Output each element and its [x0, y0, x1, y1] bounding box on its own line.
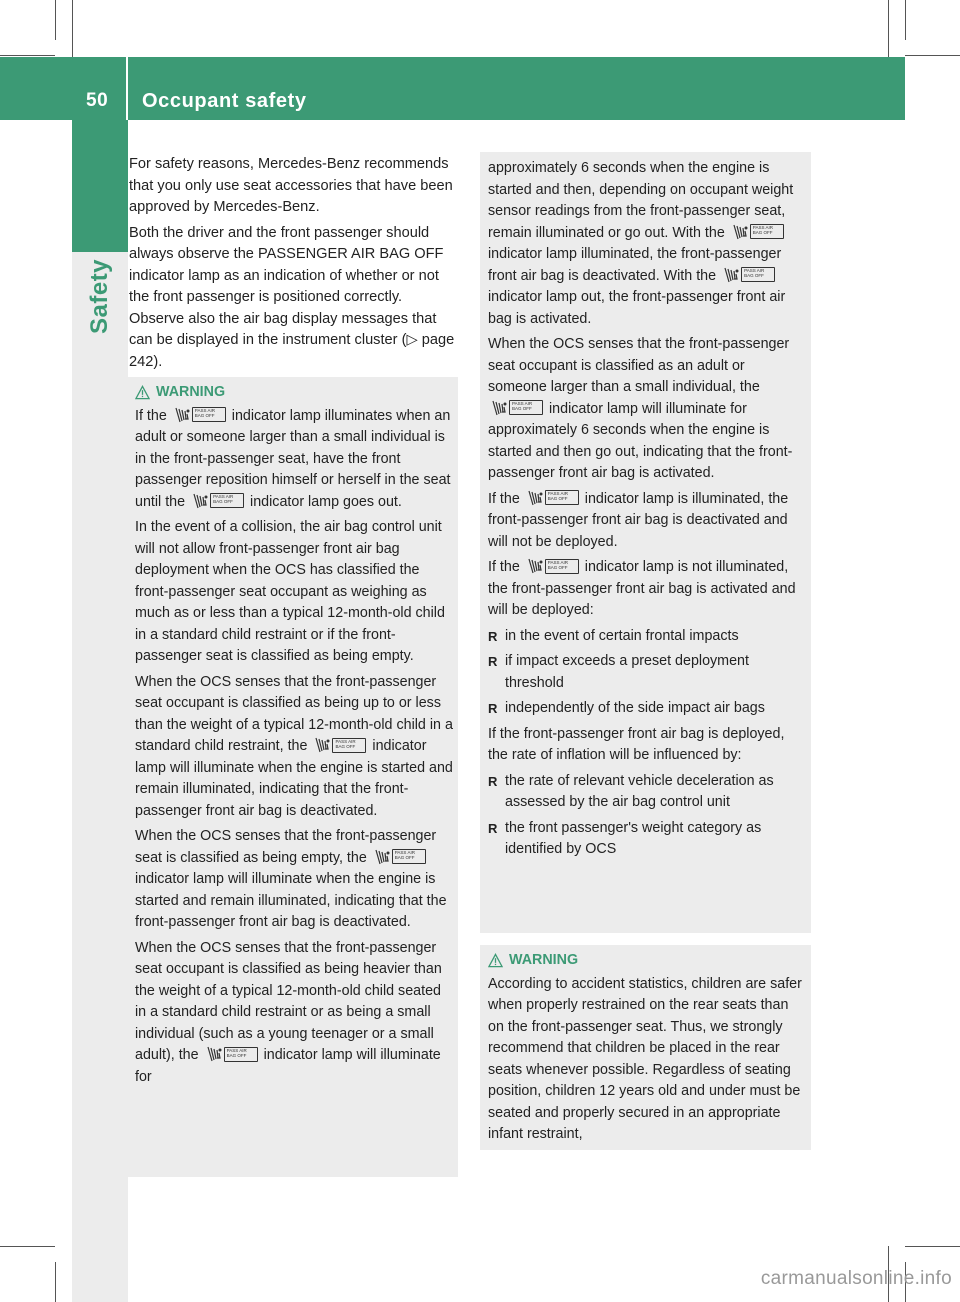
bullet-list — [488, 771, 806, 861]
warning-triangle-icon — [488, 953, 503, 968]
passenger-airbag-off-lamp-icon: PASS AIR BAG OFF — [490, 400, 543, 416]
passenger-airbag-off-lamp-icon: PASS AIR BAG OFF — [731, 224, 784, 240]
watermark: carmanualsonline.info — [760, 1268, 952, 1289]
paragraph: In the event of a collision, the air bag control unit will not allow front-passenger front air bag deployment when the OCS has classified the front-passenger seat occupant as weighing as much as or less than a typical 12-month-old child in a standard child restraint or if the front-passenger seat is classified as being empty. — [135, 519, 445, 664]
passenger-airbag-off-lamp-icon: PASS AIR BAG OFF — [526, 558, 579, 574]
header-divider — [126, 57, 128, 120]
crop-mark — [55, 0, 56, 40]
warning-triangle-icon — [135, 385, 150, 400]
warning-heading: WARNING — [135, 382, 453, 404]
page-reference-link[interactable]: ▷ page 242 — [129, 332, 455, 370]
paragraph: When the OCS senses that the front-passenger seat occupant is classified as an adult or someone larger than a small individual, the PASS AIR BAG OFF indicator lamp will illuminate for approximately 6 seconds when the engine is started and then go out, indicating that the front-passenger front air bag is activated. — [488, 336, 793, 481]
crop-mark — [72, 0, 73, 57]
side-tab — [72, 120, 128, 252]
paragraph: When the OCS senses that the front-passenger seat is classified as being empty, the PASS AIR BAG OFF indicator lamp will illuminate when the engine is started and remain illuminated, indicating that the front-passenger front air bag is deactivated. — [135, 828, 447, 930]
crop-mark — [905, 0, 906, 40]
list-item: R if impact exceeds a preset deployment threshold — [488, 651, 806, 694]
paragraph: If the PASS AIR BAG OFF indicator lamp is not illuminated, the front-passenger front air bag is activated and will be deployed: — [488, 559, 796, 618]
paragraph: If the PASS AIR BAG OFF indicator lamp illuminates when an adult or someone larger than a small individual is in the front-passenger seat, have the front passenger reposition himself or herself in the seat until the PASS AIR BAG OFF indicator lamp goes out. — [135, 407, 451, 510]
crop-mark — [905, 55, 960, 56]
passenger-airbag-off-lamp-icon: PASS AIR BAG OFF — [205, 1046, 258, 1062]
passenger-airbag-off-lamp-icon: PASS AIR BAG OFF — [313, 737, 366, 753]
list-item: R the front passenger's weight category as identified by OCS — [488, 818, 806, 861]
paragraph: According to accident statistics, children are safer when properly restrained on the rear seats than on the front-passenger seat. Thus, we strongly recommend that children be placed in the rear seats whenever possible. Regardless of seating position, children 12 years old and under must be seated and properly secured in an appropriate infant restraint, — [488, 975, 802, 1142]
crop-mark — [0, 1246, 55, 1247]
paragraph: When the OCS senses that the front-passenger seat occupant is classified as being heavier than the weight of a typical 12-month-old child seated in a standard child restraint or as being a small individual (such as a young teenager or a small adult), the PASS AIR BAG OFF indicator lamp will illuminate for — [135, 939, 442, 1085]
warning-box-continued — [480, 152, 811, 933]
passenger-airbag-off-lamp-icon: PASS AIR BAG OFF — [191, 493, 244, 509]
crop-mark — [905, 1246, 960, 1247]
warning-heading: WARNING — [488, 950, 808, 972]
list-item: R independently of the side impact air bags — [488, 698, 806, 720]
intro-text — [129, 154, 459, 377]
warning-box — [128, 377, 458, 1177]
passenger-airbag-off-lamp-icon: PASS AIR BAG OFF — [373, 849, 426, 865]
list-item: R in the event of certain frontal impacts — [488, 626, 806, 648]
paragraph: If the front-passenger front air bag is deployed, the rate of inflation will be influenced by: — [488, 725, 785, 763]
paragraph: Both the driver and the front passenger should always observe the PASSENGER AIR BAG OFF indicator lamp as an indication of whether or not the front passenger is positioned correctly. Observe also the air bag display messages that can be displayed in the instrument cluster (▷ page 242). — [129, 224, 455, 370]
paragraph: For safety reasons, Mercedes-Benz recommends that you only use seat accessories that have been approved by Mercedes-Benz. — [129, 156, 453, 215]
paragraph: If the PASS AIR BAG OFF indicator lamp is illuminated, the front-passenger front air bag is deactivated and will not be deployed. — [488, 490, 789, 550]
page-title: Occupant safety — [142, 90, 307, 112]
page-number: 50 — [86, 90, 109, 111]
side-strip — [72, 252, 128, 1302]
header-bar — [0, 57, 905, 120]
crop-mark — [55, 1262, 56, 1302]
paragraph: When the OCS senses that the front-passenger seat occupant is classified as being up to or less than the weight of a typical 12-month-old child in a standard child restraint, the PASS AIR BAG OFF indicator lamp will illuminate when the engine is started and remain illuminated, indicating that the front-passenger front air bag is deactivated. — [135, 673, 453, 819]
crop-mark — [0, 55, 55, 56]
passenger-airbag-off-lamp-icon: PASS AIR BAG OFF — [722, 267, 775, 283]
crop-mark — [888, 0, 889, 57]
paragraph: approximately 6 seconds when the engine is started and then, depending on occupant weight sensor readings from the front-passenger seat, remain illuminated or go out. With the PASS AIR BAG OFF indicator lamp illuminated, the front-passenger front air bag is deactivated. With the PASS AIR BAG OFF indicator lamp out, the front-passenger front air bag is activated. — [488, 160, 794, 327]
passenger-airbag-off-lamp-icon: PASS AIR BAG OFF — [526, 490, 579, 506]
bullet-list — [488, 626, 806, 720]
side-tab-label: Safety — [86, 258, 113, 334]
warning-box — [480, 945, 811, 1150]
list-item: R the rate of relevant vehicle deceleration as assessed by the air bag control unit — [488, 771, 806, 814]
passenger-airbag-off-lamp-icon: PASS AIR BAG OFF — [173, 407, 226, 423]
